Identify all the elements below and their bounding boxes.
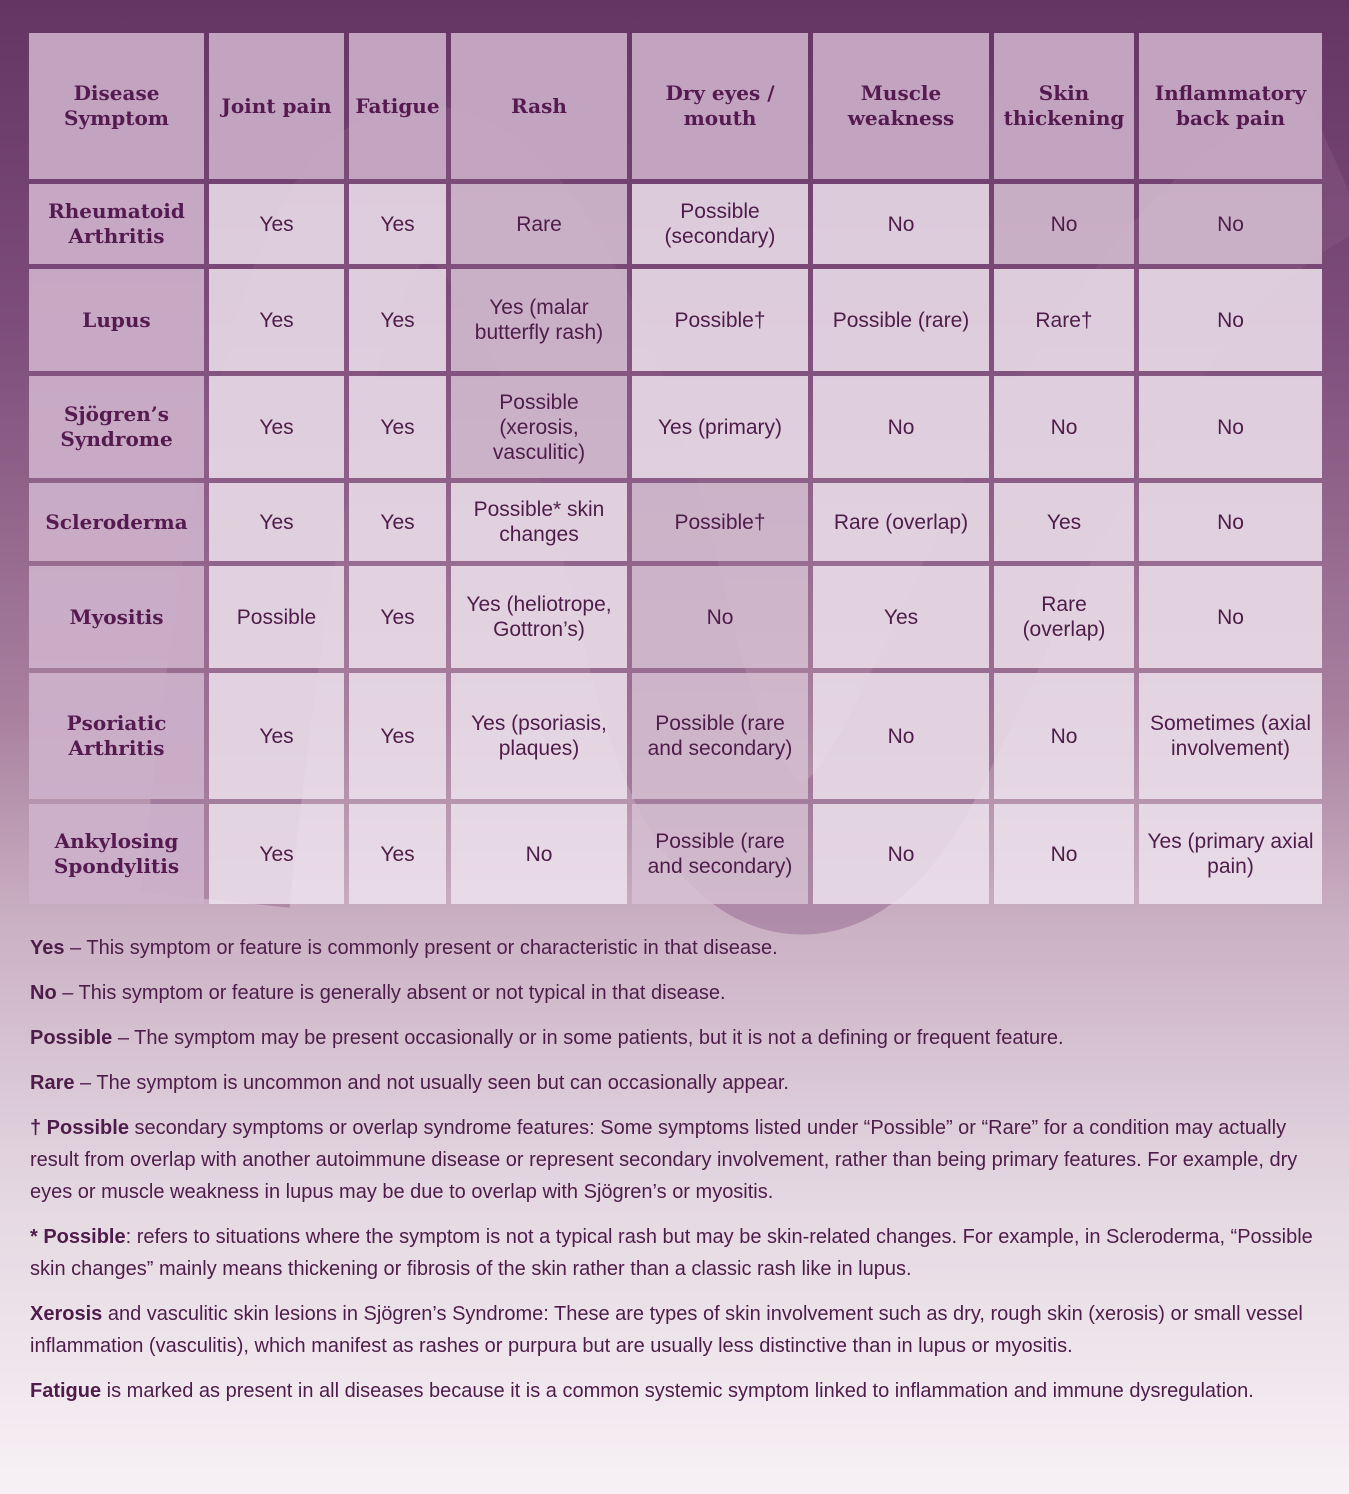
- table-cell: No: [994, 184, 1134, 264]
- table-cell: Yes: [209, 804, 344, 904]
- legend-item-fatigue: [30, 1375, 1320, 1407]
- symptom-matrix-table: [24, 28, 1327, 909]
- legend-term: Xerosis: [30, 1303, 103, 1325]
- table-cell: No: [1139, 566, 1322, 668]
- table-cell: Possible (secondary): [632, 184, 808, 264]
- legend-description: and vasculitic skin lesions in Sjögren’s Syndrome: These are types of skin involvement such as dry, rough skin (xerosis) or small vessel inflammation (vasculitis), which manifest as rashes or purpura but are usually less distinctive than in lupus or myositis.: [30, 1303, 1303, 1357]
- row-header-disease: Psoriatic Arthritis: [29, 673, 204, 799]
- table-cell: Yes (primary): [632, 376, 808, 478]
- legend-term: * Possible: [30, 1226, 126, 1248]
- table-cell: No: [813, 673, 989, 799]
- table-cell: Yes: [813, 566, 989, 668]
- table-cell: Yes: [209, 673, 344, 799]
- table-cell: Yes (psoriasis, plaques): [451, 673, 627, 799]
- row-header-disease: Lupus: [29, 269, 204, 371]
- column-header-rash: Rash: [451, 33, 627, 179]
- table-cell: Yes: [349, 269, 446, 371]
- row-header-disease: Ankylosing Spondylitis: [29, 804, 204, 904]
- legend-description: – This symptom or feature is commonly present or characteristic in that disease.: [64, 937, 778, 959]
- legend-item-possible: [30, 1022, 1320, 1054]
- table-cell: Possible: [209, 566, 344, 668]
- legend-description: : refers to situations where the symptom is not a typical rash but may be skin-related changes. For example, in Scleroderma, “Possible skin changes” mainly means thickening or fibrosis of the skin rather than a classic rash like in lupus.: [30, 1226, 1313, 1280]
- row-header-disease: Rheumatoid Arthritis: [29, 184, 204, 264]
- legend-item-rare: [30, 1067, 1320, 1099]
- table-row: [29, 184, 1322, 264]
- table-cell: Yes (heliotrope, Gottron’s): [451, 566, 627, 668]
- table-cell: Rare: [451, 184, 627, 264]
- table-row: [29, 269, 1322, 371]
- table-cell: Yes: [209, 269, 344, 371]
- legend-description: – This symptom or feature is generally absent or not typical in that disease.: [56, 982, 726, 1004]
- table-cell: No: [1139, 269, 1322, 371]
- table-cell: No: [813, 804, 989, 904]
- table-cell: Yes: [209, 483, 344, 561]
- legend-description: is marked as present in all diseases because it is a common systemic symptom linked to inflammation and immune dysregulation.: [101, 1380, 1254, 1402]
- legend-description: secondary symptoms or overlap syndrome features: Some symptoms listed under “Possible” or “Rare” for a condition may actually result from overlap with another autoimmune disease or represent secondary involvement, rather than being primary features. For example, dry eyes or muscle weakness in lupus may be due to overlap with Sjögren’s or myositis.: [30, 1117, 1298, 1203]
- table-row: [29, 376, 1322, 478]
- table-cell: Possible (xerosis, vasculitic): [451, 376, 627, 478]
- legend-item-yes: [30, 932, 1320, 964]
- legend-term: † Possible: [30, 1117, 129, 1139]
- column-header-fatigue: Fatigue: [349, 33, 446, 179]
- table-cell: Yes: [349, 566, 446, 668]
- table-cell: Yes: [349, 376, 446, 478]
- row-header-disease: Myositis: [29, 566, 204, 668]
- column-header-joint-pain: Joint pain: [209, 33, 344, 179]
- table-cell: No: [994, 804, 1134, 904]
- table-row: [29, 483, 1322, 561]
- column-header-muscle-weakness: Muscle weakness: [813, 33, 989, 179]
- column-header-dry-eyes-mouth: Dry eyes / mouth: [632, 33, 808, 179]
- row-header-disease: Scleroderma: [29, 483, 204, 561]
- table-row: [29, 673, 1322, 799]
- table-cell: Yes: [994, 483, 1134, 561]
- table-cell: Yes: [349, 804, 446, 904]
- table-cell: Sometimes (axial involvement): [1139, 673, 1322, 799]
- row-header-disease: Sjögren’s Syndrome: [29, 376, 204, 478]
- table-cell: Possible†: [632, 269, 808, 371]
- table-cell: No: [1139, 184, 1322, 264]
- legend-term: Fatigue: [30, 1380, 102, 1402]
- table-cell: Yes: [349, 673, 446, 799]
- table-cell: Yes: [349, 483, 446, 561]
- table-cell: Possible (rare and secondary): [632, 673, 808, 799]
- table-cell: Possible (rare): [813, 269, 989, 371]
- corner-header: Disease Symptom: [29, 33, 204, 179]
- table-cell: Rare†: [994, 269, 1134, 371]
- table-cell: Possible†: [632, 483, 808, 561]
- table-cell: Yes: [209, 184, 344, 264]
- table-row: [29, 804, 1322, 904]
- table-cell: No: [994, 673, 1134, 799]
- legend-term: Rare: [30, 1072, 75, 1094]
- table-cell: No: [1139, 483, 1322, 561]
- table-cell: No: [813, 376, 989, 478]
- column-header-skin-thickening: Skin thickening: [994, 33, 1134, 179]
- legend-item-asterisk-possible: [30, 1221, 1320, 1285]
- legend-description: – The symptom is uncommon and not usually seen but can occasionally appear.: [74, 1072, 789, 1094]
- legend-item-xerosis: [30, 1298, 1320, 1362]
- legend-term: Yes: [30, 937, 65, 959]
- table-cell: No: [1139, 376, 1322, 478]
- table-cell: Rare (overlap): [813, 483, 989, 561]
- table-cell: Yes (malar butterfly rash): [451, 269, 627, 371]
- table-row: [29, 566, 1322, 668]
- table-cell: Possible (rare and secondary): [632, 804, 808, 904]
- table-header-row: [29, 33, 1322, 179]
- legend-item-no: [30, 977, 1320, 1009]
- table-cell: Yes: [209, 376, 344, 478]
- column-header-inflammatory-back-pain: Inflammatory back pain: [1139, 33, 1322, 179]
- legend-item-dagger-possible: [30, 1112, 1320, 1208]
- table-cell: No: [813, 184, 989, 264]
- table-cell: No: [451, 804, 627, 904]
- legend-description: – The symptom may be present occasionally or in some patients, but it is not a defining or frequent feature.: [112, 1027, 1064, 1049]
- table-cell: No: [994, 376, 1134, 478]
- legend-notes: [30, 932, 1320, 1420]
- table-cell: Yes (primary axial pain): [1139, 804, 1322, 904]
- legend-term: No: [30, 982, 57, 1004]
- table-cell: Possible* skin changes: [451, 483, 627, 561]
- table-cell: No: [632, 566, 808, 668]
- legend-term: Possible: [30, 1027, 113, 1049]
- table-cell: Rare (overlap): [994, 566, 1134, 668]
- table-cell: Yes: [349, 184, 446, 264]
